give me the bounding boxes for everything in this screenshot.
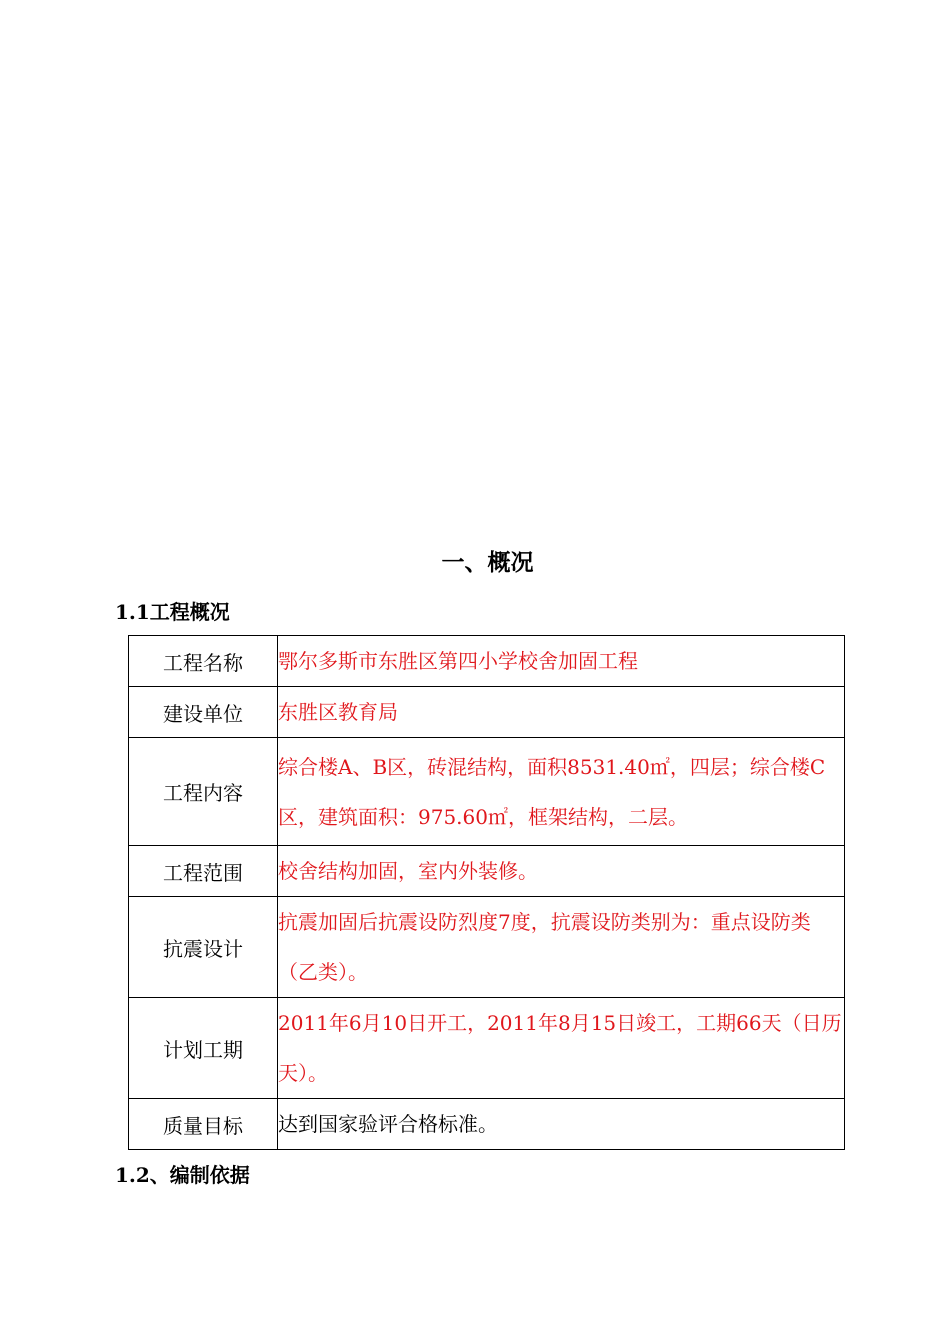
row-label: 计划工期 [129, 998, 278, 1099]
table-row [129, 1099, 845, 1150]
row-label: 工程名称 [129, 636, 278, 687]
heading-compilation-basis: 1.2、编制依据 [115, 1163, 250, 1187]
project-overview-table [128, 635, 845, 1150]
row-label: 建设单位 [129, 687, 278, 738]
table-row [129, 846, 845, 897]
row-value: 2011年6月10日开工，2011年8月15日竣工，工期66天（日历天）。 [278, 998, 845, 1099]
heading-project-overview: 1.1工程概况 [115, 600, 230, 624]
table-row [129, 687, 845, 738]
row-value: 东胜区教育局 [278, 687, 845, 738]
row-value: 综合楼A、B区，砖混结构，面积8531.40㎡，四层；综合楼C区，建筑面积：975.60㎡，框架结构，二层。 [278, 738, 845, 846]
table-row [129, 636, 845, 687]
section-title: 一、概况 [441, 549, 534, 576]
row-label: 质量目标 [129, 1099, 278, 1150]
table-row [129, 738, 845, 846]
row-value: 鄂尔多斯市东胜区第四小学校舍加固工程 [278, 636, 845, 687]
table-row [129, 998, 845, 1099]
table-row [129, 897, 845, 998]
row-label: 工程范围 [129, 846, 278, 897]
row-label: 工程内容 [129, 738, 278, 846]
row-value: 抗震加固后抗震设防烈度7度，抗震设防类别为：重点设防类（乙类）。 [278, 897, 845, 998]
row-value: 校舍结构加固，室内外装修。 [278, 846, 845, 897]
row-label: 抗震设计 [129, 897, 278, 998]
row-value: 达到国家验评合格标准。 [278, 1099, 845, 1150]
